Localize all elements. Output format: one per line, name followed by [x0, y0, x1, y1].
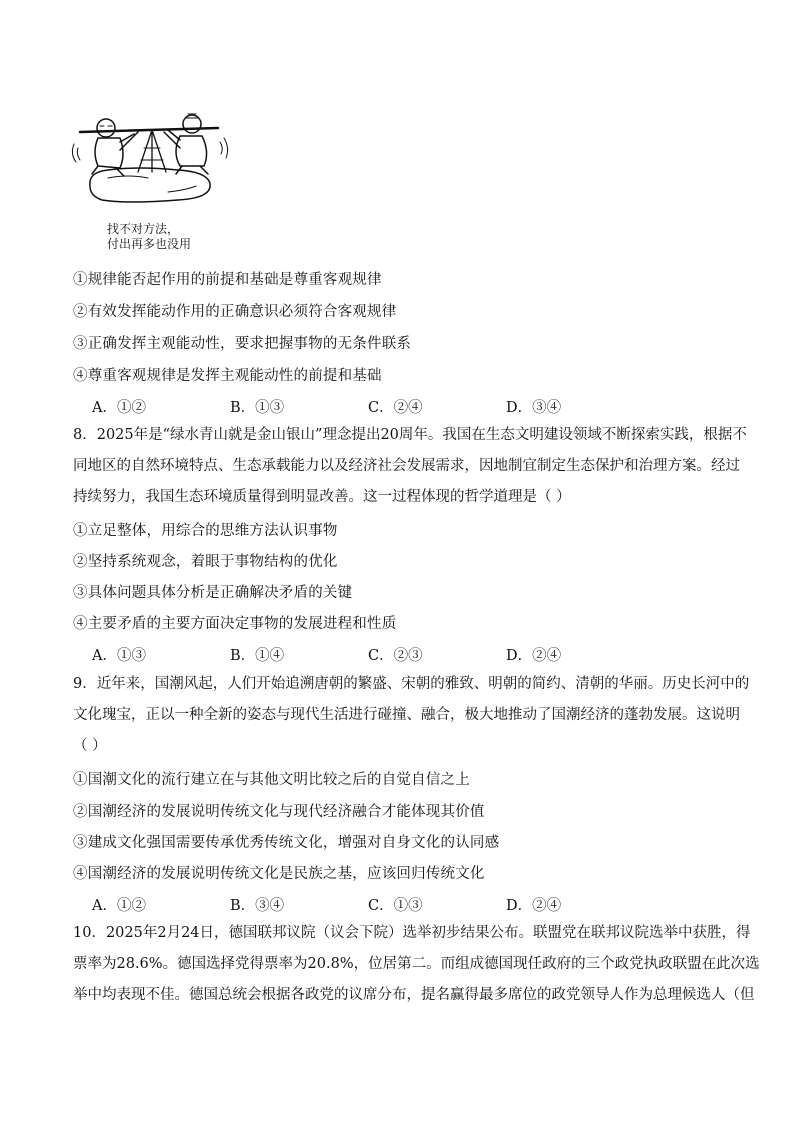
q9-choice-b: B．③④	[230, 898, 285, 914]
q8-choice-c: C．②③	[368, 648, 423, 664]
q9-option-2: ②国潮经济的发展说明传统文化与现代经济融合才能体现其价值	[73, 804, 485, 820]
q10-stem	[73, 918, 760, 1011]
q8-stem-line: 持续努力，我国生态环境质量得到明显改善。这一过程体现的哲学道理是（ ）	[73, 489, 571, 505]
q8-choice-a: A．①③	[92, 648, 146, 664]
q9-stem-line: （ ）	[73, 738, 107, 754]
q8-stem	[73, 420, 747, 513]
q8-option-3: ③具体问题具体分析是正确解决矛盾的关键	[73, 585, 353, 601]
q10-stem-line: 举中均表现不佳。德国总统会根据各政党的议席分布，提名赢得最多席位的政党领导人作为总理候选人（但	[73, 987, 755, 1003]
q7-option-1: ①规律能否起作用的前提和基础是尊重客观规律	[73, 272, 382, 288]
q7-choice-d: D．③④	[506, 400, 562, 416]
q8-stem-line: 8．2025年是“绿水青山就是金山银山”理念提出20周年。我国在生态文明建设领域不断探索实践，根据不	[73, 427, 747, 443]
caption-line: 付出再多也没用	[107, 237, 192, 251]
q9-option-1: ①国潮文化的流行建立在与其他文明比较之后的自觉自信之上	[73, 772, 470, 788]
q8-choice-b: B．①④	[230, 648, 285, 664]
q8-option-2: ②坚持系统观念，着眼于事物结构的优化	[73, 554, 338, 570]
tug-of-war-cartoon	[68, 108, 236, 208]
caption-line: 找不对方法，	[107, 222, 180, 236]
q9-choice-a: A．①②	[92, 898, 146, 914]
q8-option-1: ①立足整体，用综合的思维方法认识事物	[73, 523, 338, 539]
q7-option-4: ④尊重客观规律是发挥主观能动性的前提和基础	[73, 368, 382, 384]
q9-stem-line: 9．近年来，国潮风起，人们开始追溯唐朝的繁盛、宋朝的雅致、明朝的简约、清朝的华丽。历史长河中的	[73, 676, 750, 692]
q7-choice-c: C．②④	[368, 400, 423, 416]
q8-choices	[92, 644, 561, 665]
q8-option-4: ④主要矛盾的主要方面决定事物的发展进程和性质	[73, 616, 397, 632]
q8-stem-line: 同地区的自然环境特点、生态承载能力以及经济社会发展需求，因地制宜制定生态保护和治理方案。经过	[73, 458, 740, 474]
q10-stem-line: 10．2025年2月24日，德国联邦议院（议会下院）选举初步结果公布。联盟党在联邦议院选举中获胜，得	[73, 925, 751, 941]
q9-stem-line: 文化瑰宝，正以一种全新的姿态与现代生活进行碰撞、融合，极大地推动了国潮经济的蓬勃发展。这说明	[73, 707, 740, 723]
q9-choices	[92, 894, 561, 915]
q9-choice-c: C．①③	[368, 898, 423, 914]
q7-option-2: ②有效发挥能动作用的正确意识必须符合客观规律	[73, 304, 397, 320]
q9-choice-d: D．②④	[506, 898, 562, 914]
q9-option-4: ④国潮经济的发展说明传统文化是民族之基，应该回归传统文化	[73, 866, 485, 882]
q9-option-3: ③建成文化强国需要传承优秀传统文化，增强对自身文化的认同感	[73, 835, 500, 851]
q9-stem	[73, 669, 750, 762]
q7-choice-a: A．①②	[92, 400, 146, 416]
q7-choice-b: B．①③	[230, 400, 285, 416]
q10-stem-line: 票率为28.6%。德国选择党得票率为20.8%，位居第二。而组成德国现任政府的三个政党执政联盟在此次选	[73, 956, 760, 972]
q8-choice-d: D．②④	[506, 648, 562, 664]
q7-option-3: ③正确发挥主观能动性，要求把握事物的无条件联系	[73, 336, 412, 352]
q7-choices	[92, 396, 561, 417]
cartoon-caption	[107, 222, 191, 252]
